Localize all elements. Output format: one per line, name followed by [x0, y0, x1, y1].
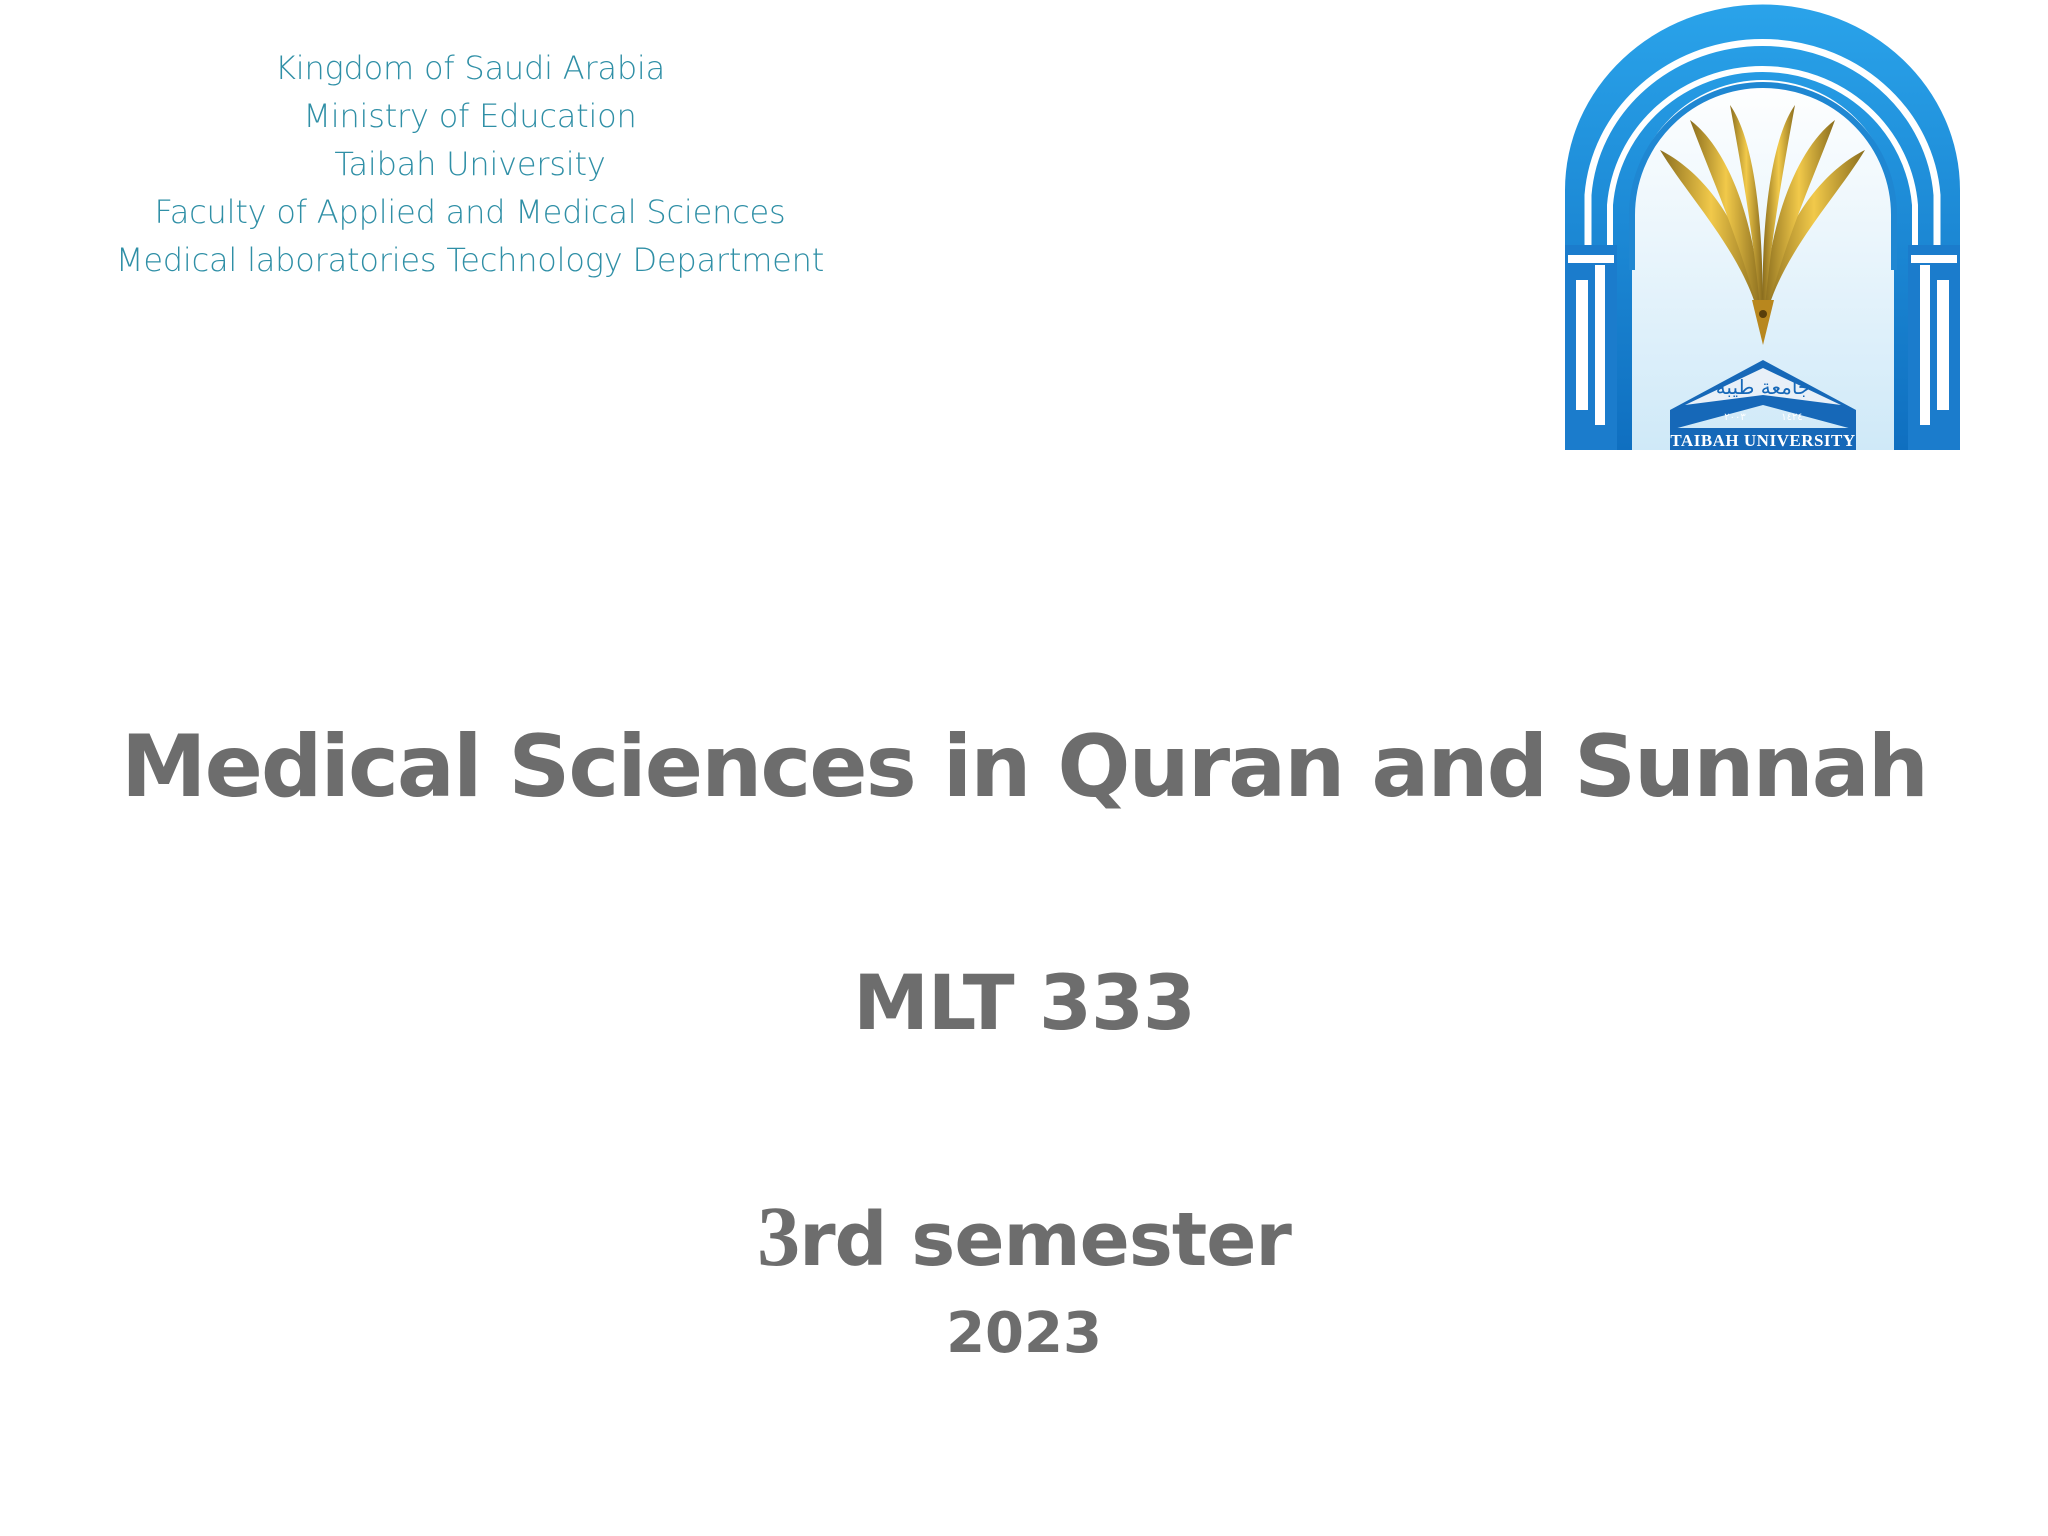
ministry-line: Ministry of Education: [303, 97, 637, 135]
department-line: Medical laboratories Technology Department: [115, 241, 825, 279]
logo-arabic-name: جامعة طيبة: [1715, 375, 1811, 399]
logo-year-gregorian: ٢٠٠٣: [1724, 412, 1746, 423]
academic-year: 2023: [946, 1301, 1102, 1366]
taibah-university-logo-icon: [1560, 0, 1965, 450]
course-title: Medical Sciences in Quran and Sunnah: [121, 717, 1927, 817]
logo-caption: TAIBAH UNIVERSITY: [1670, 431, 1856, 450]
semester-number: 3: [757, 1188, 800, 1284]
university-line: Taibah University: [334, 145, 606, 183]
country-line: Kingdom of Saudi Arabia: [274, 49, 666, 87]
semester-label: [0, 1188, 2048, 1288]
logo-year-hijri: ١٤٢٤: [1781, 412, 1803, 423]
course-code: MLT 333: [853, 958, 1195, 1047]
faculty-line: Faculty of Applied and Medical Sciences: [154, 193, 786, 231]
semester-suffix: rd semester: [799, 1197, 1291, 1283]
institution-header: [70, 44, 870, 284]
